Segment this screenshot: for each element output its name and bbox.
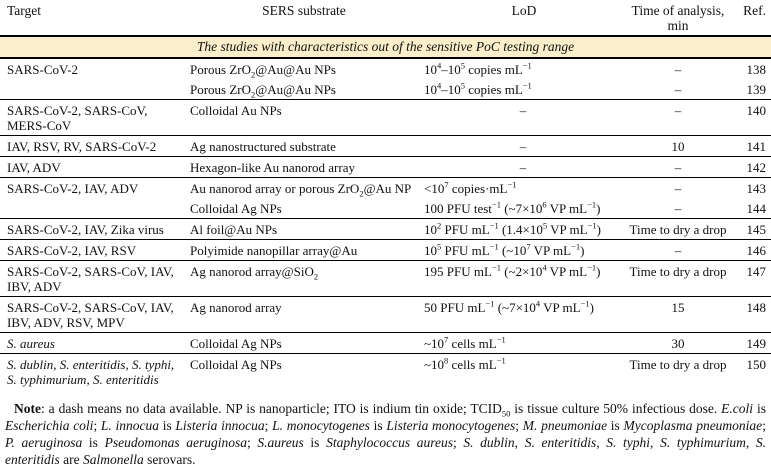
table-row <box>0 261 771 297</box>
cell-substrate: Polyimide nanopillar array@Au <box>190 240 424 261</box>
cell-target: SARS-CoV-2, IAV, RSV <box>0 240 190 261</box>
cell-time: Time to dry a drop <box>624 219 732 240</box>
cell-lod: $10^2$ PFU $mL^{-1}$ ($1.4\times 10^5$ VP $mL^{-1}$) <box>424 219 624 240</box>
cell-target: SARS-CoV-2, SARS-CoV, IAV, IBV, ADV, RSV, MPV <box>0 297 190 333</box>
cell-lod: 50 PFU $mL^{-1}$ ($\sim 7\times 10^4$ VP $mL^{-1}$) <box>424 297 624 333</box>
cell-target: SARS-CoV-2, SARS-CoV, MERS-CoV <box>0 100 190 136</box>
cell-target: SARS-CoV-2, IAV, Zika virus <box>0 219 190 240</box>
cell-substrate: Colloidal Ag NPs <box>190 333 424 354</box>
cell-ref: 138 <box>732 58 771 79</box>
table-row <box>0 240 771 261</box>
cell-target: SARS-CoV-2, SARS-CoV, IAV, IBV, ADV <box>0 261 190 297</box>
cell-ref: 140 <box>732 100 771 136</box>
table-row <box>0 100 771 136</box>
cell-ref: 149 <box>732 333 771 354</box>
table-row <box>0 136 771 157</box>
table-row <box>0 333 771 354</box>
cell-time: – <box>624 178 732 199</box>
cell-ref: 143 <box>732 178 771 199</box>
cell-ref: 139 <box>746 82 766 97</box>
cell-time: – <box>674 82 682 97</box>
table-row <box>0 178 771 199</box>
cell-ref: 145 <box>732 219 771 240</box>
cell-time: 15 <box>624 297 732 333</box>
cell-ref: 147 <box>732 261 771 297</box>
table-row <box>0 219 771 240</box>
cell-substrate: Ag nanorod array@SiO$_2$ <box>190 261 424 297</box>
cell-ref: 146 <box>732 240 771 261</box>
cell-ref: 141 <box>732 136 771 157</box>
cell-time: 30 <box>624 333 732 354</box>
cell-target: S. aureus <box>0 333 190 354</box>
cell-substrate: Porous ZrO$_2$@Au@Au NPs <box>190 82 336 100</box>
cell-ref: 150 <box>732 354 771 390</box>
section-banner: The studies with characteristics out of the sensitive PoC testing range <box>0 36 771 58</box>
table-footnote: Note: a dash means no data available. NP is nanoparticle; ITO is indium tin oxide; $TCID_{50}$ is tissue culture 50% infectious dose. E.coli is Escherichia coli; L. innocua is Listeria innocua; L. monocytogenes is Listeria monocytogenes; M. pneumoniae is Mycoplasma pneumoniae; P. aeruginosa is Pseudomonas aeruginosa; S.aureus is Staphylococcus aureus; S. dublin, S. enteritidis, S. typhi, S. typhimurium, S. enteritidis are Salmonella serovars. <box>5 401 766 467</box>
cell-time: – <box>624 100 732 136</box>
cell-lod: – <box>424 136 624 157</box>
cell-substrate: Ag nanostructured substrate <box>190 136 424 157</box>
cell-time: – <box>674 201 682 216</box>
table-row <box>0 58 771 79</box>
cell-time: Time to dry a drop <box>624 261 732 297</box>
cell-substrate: Ag nanorod array <box>190 297 424 333</box>
cell-lod: $\sim 10^7$ cells $mL^{-1}$ <box>424 333 624 354</box>
table-row <box>0 297 771 333</box>
table-header <box>0 0 771 36</box>
cell-substrate: Hexagon-like Au nanorod array <box>190 157 424 178</box>
cell-lod: $10^4-10^5$ copies $mL^{-1}$ <box>424 80 532 97</box>
column-header-ref: Ref. <box>732 0 771 36</box>
cell-time: – <box>624 58 732 79</box>
cell-lod: $<10^7$ $copies\cdot mL^{-1}$ <box>424 178 624 199</box>
cell-substrate: Al foil@Au NPs <box>190 219 424 240</box>
cell-time: Time to dry a drop <box>624 354 732 390</box>
cell-time: – <box>624 240 732 261</box>
cell-substrate: Au nanorod array or porous ZrO$_2$@Au NP <box>190 178 424 199</box>
table-row <box>0 354 771 390</box>
table-row <box>0 198 771 219</box>
cell-substrate: Colloidal Ag NPs <box>190 354 424 390</box>
cell-lod: $10^4-10^5$ copies $mL^{-1}$ <box>424 58 624 79</box>
cell-lod: – <box>424 157 624 178</box>
cell-time: 10 <box>624 136 732 157</box>
cell-ref: 144 <box>746 201 766 216</box>
cell-target <box>0 198 190 219</box>
cell-lod: $\sim 10^8$ cells $mL^{-1}$ <box>424 354 624 390</box>
cell-ref: 148 <box>732 297 771 333</box>
table-row <box>0 79 771 100</box>
cell-substrate: Porous ZrO$_2$@Au@Au NPs <box>190 58 424 79</box>
cell-target: S. dublin, S. enteritidis, S. typhi, S. typhimurium, S. enteritidis <box>0 354 190 390</box>
cell-lod: 195 PFU $mL^{-1}$ ($\sim 2\times 10^4$ VP $mL^{-1}$) <box>424 261 624 297</box>
table-row <box>0 157 771 178</box>
cell-ref: 142 <box>732 157 771 178</box>
cell-substrate: Colloidal Au NPs <box>190 100 424 136</box>
column-header-sers-substrate: SERS substrate <box>190 0 424 36</box>
cell-substrate: Colloidal Ag NPs <box>190 201 282 216</box>
cell-time: – <box>624 157 732 178</box>
column-header-time-of-analysis: Time of analysis, min <box>624 0 732 36</box>
cell-target: IAV, ADV <box>0 157 190 178</box>
cell-target: SARS-CoV-2, IAV, ADV <box>0 178 190 199</box>
table-body <box>0 36 771 389</box>
cell-lod: $10^5$ PFU $mL^{-1}$ ($\sim 10^7$ VP $mL^{-1}$) <box>424 240 624 261</box>
cell-lod: 100 PFU test$^{-1}$ ($\sim 7\times 10^6$ VP $mL^{-1}$) <box>424 199 601 216</box>
cell-target <box>0 79 190 100</box>
cell-target: IAV, RSV, RV, SARS-CoV-2 <box>0 136 190 157</box>
column-header-target: Target <box>0 0 190 36</box>
cell-lod: – <box>424 100 624 136</box>
section-banner-row <box>0 36 771 58</box>
header-row <box>0 0 771 36</box>
column-header-lod: LoD <box>424 0 624 36</box>
cell-target: SARS-CoV-2 <box>0 58 190 79</box>
